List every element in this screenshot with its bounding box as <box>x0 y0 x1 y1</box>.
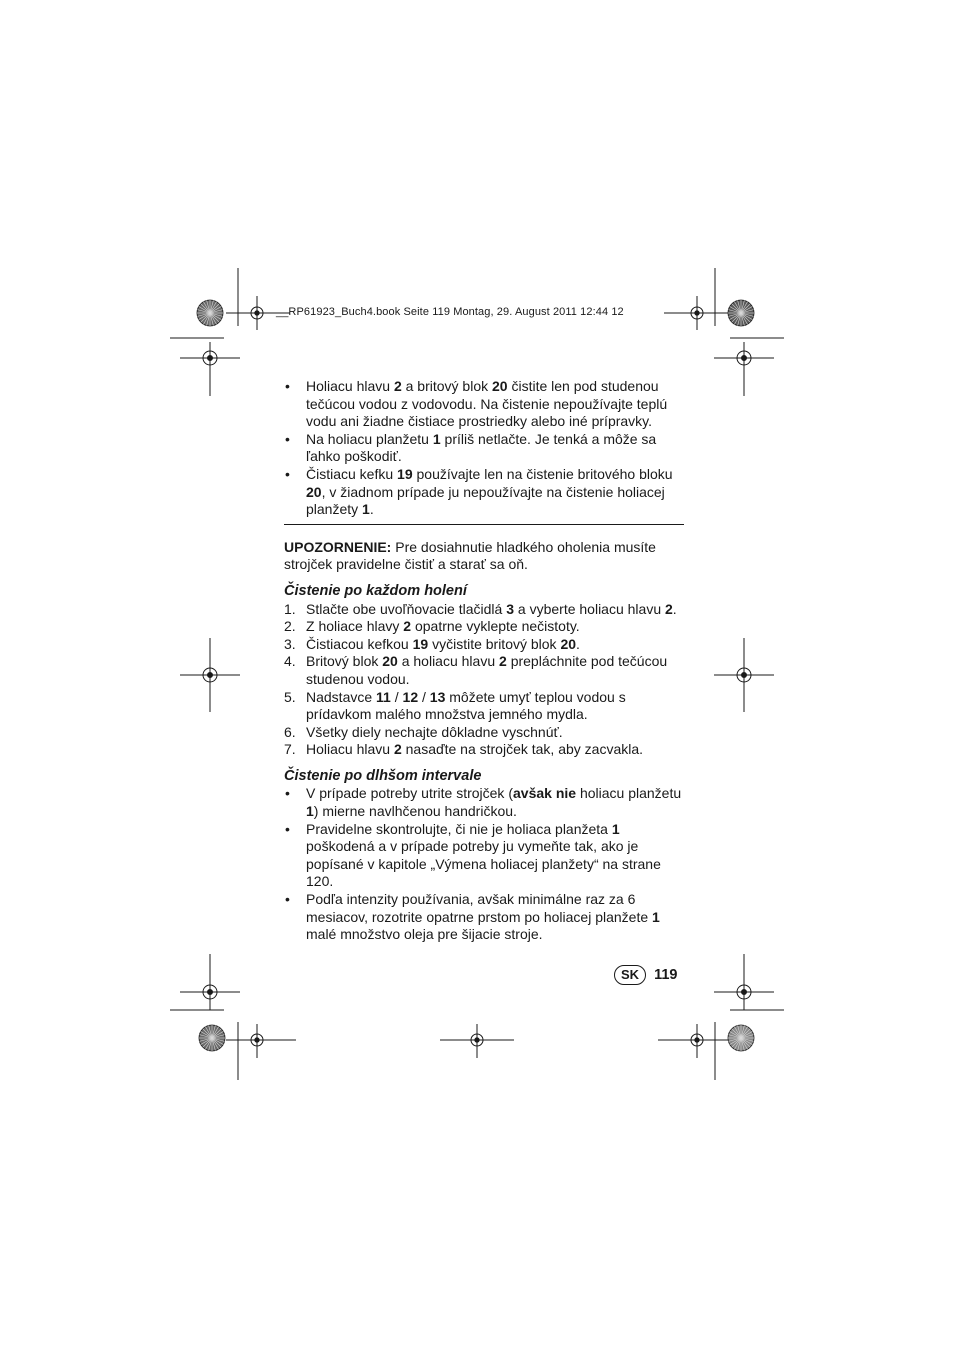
text-run: nasaďte na strojček tak, aby zacvakla. <box>401 741 644 758</box>
color-wheel-icon <box>197 300 223 326</box>
list-item <box>284 378 684 431</box>
page-footer <box>614 965 677 985</box>
crosshair-icon <box>180 342 240 396</box>
list-item <box>284 724 684 742</box>
text-run: holiacu planžetu <box>576 785 682 802</box>
step-number: 3. <box>284 635 296 652</box>
list-item <box>284 618 684 636</box>
crosshair-icon <box>714 638 774 712</box>
crosshair-icon <box>226 1024 296 1058</box>
step-number: 4. <box>284 653 296 670</box>
text-run: Všetky diely nechajte dôkladne vyschnúť. <box>306 723 563 740</box>
part-number: 20 <box>306 483 322 500</box>
part-number: 2 <box>393 378 402 394</box>
language-badge: SK <box>614 965 646 985</box>
list-item <box>284 636 684 654</box>
text-run: opatrne vyklepte nečistoty. <box>411 618 580 635</box>
part-number: 20 <box>560 635 577 652</box>
text-run: Stlačte obe uvoľňovacie tlačidlá <box>306 600 507 617</box>
crosshair-icon <box>658 1024 728 1058</box>
crosshair-icon <box>180 954 240 1010</box>
text-run: , v žiadnom prípade ju nepoužívajte na čistenie holiacej planžety <box>306 483 665 518</box>
part-number: 2 <box>499 653 507 670</box>
warning-text: Pre dosiahnutie hladkého oholenia musíte strojček pravidelne čistiť a starať sa oň. <box>284 538 656 573</box>
warning-label: UPOZORNENIE: <box>284 538 392 555</box>
step-number: 6. <box>284 723 296 740</box>
text-run: čistite len pod studenou tečúcou vodou z vodovodu. Na čistenie nepoužívajte teplú vodu ani žiadne čistiace prostriedky alebo iné prípravky. <box>306 378 668 430</box>
part-number: 11 <box>376 688 391 705</box>
page-number: 119 <box>654 967 678 983</box>
color-wheel-icon <box>199 1025 225 1051</box>
cleaning-notes-list <box>284 378 684 519</box>
part-number: 20 <box>382 653 398 670</box>
text-run: používajte len na čistenie britového bloku <box>412 465 673 482</box>
list-item <box>284 601 684 619</box>
text-run: / <box>418 688 430 705</box>
list-item <box>284 891 684 944</box>
text-run: Holiacu hlavu <box>306 378 394 394</box>
text-run: / <box>390 688 403 705</box>
book-header: __RP61923_Buch4.book Seite 119 Montag, 29. August 2011 12:44 12 <box>276 306 624 318</box>
crosshair-icon <box>664 296 728 330</box>
part-number: 1 <box>306 803 314 820</box>
crosshair-icon <box>714 954 774 1010</box>
text-run: Z holiace hlavy <box>306 618 404 635</box>
text-run: malé množstvo oleja pre šijacie stroje. <box>306 926 543 943</box>
text-run: . <box>672 600 677 617</box>
text-run: Podľa intenzity používania, avšak minimálne raz za 6 mesiacov, rozotrite opatrne prstom po holiacej planžete <box>306 891 653 925</box>
text-run: Holiacu hlavu <box>306 741 394 758</box>
part-number: 19 <box>412 635 429 652</box>
part-number: 2 <box>665 600 673 617</box>
text-run: V prípade potreby utrite strojček ( <box>306 785 513 802</box>
page-content <box>284 378 684 944</box>
crosshair-icon <box>714 342 774 396</box>
text-run: a holiacu hlavu <box>397 653 500 670</box>
part-number: 2 <box>393 741 402 758</box>
text-run: . <box>576 635 580 652</box>
text-run: príliš netlačte. Je tenká a môže sa ľahko poškodiť. <box>306 430 657 465</box>
part-number: avšak nie <box>513 785 577 802</box>
text-run: vyčistite britový blok <box>428 635 561 652</box>
part-number: 20 <box>492 378 508 394</box>
list-item <box>284 741 684 759</box>
text-run: Nadstavce <box>306 688 377 705</box>
text-run: prepláchnite pod tečúcou studenou vodou. <box>306 653 668 687</box>
step-number: 5. <box>284 688 296 705</box>
part-number: 13 <box>429 688 446 705</box>
step-number: 1. <box>284 600 296 617</box>
color-wheel-icon <box>728 300 754 326</box>
list-item <box>284 689 684 724</box>
after-shave-steps-list <box>284 601 684 759</box>
step-number: 2. <box>284 618 296 635</box>
part-number: 12 <box>402 688 419 705</box>
step-number: 7. <box>284 741 296 758</box>
text-run: Čistiacou kefkou <box>306 635 413 652</box>
section-divider <box>284 524 684 525</box>
part-number: 1 <box>611 820 620 837</box>
text-run: a vyberte holiacu hlavu <box>514 600 665 617</box>
list-item <box>284 821 684 891</box>
color-wheel-icon <box>728 1025 754 1051</box>
part-number: 19 <box>397 465 413 482</box>
section-heading-long-interval: Čistenie po dlhšom intervale <box>284 767 482 784</box>
warning-note <box>284 539 684 574</box>
list-item <box>284 785 684 820</box>
crosshair-icon <box>180 638 240 712</box>
text-run: môžete umyť teplou vodou s prídavkom malého množstva jemného mydla. <box>306 688 626 723</box>
text-run: Na holiacu planžetu <box>306 430 433 447</box>
part-number: 1 <box>362 501 370 518</box>
list-item <box>284 431 684 466</box>
text-run: a britový blok <box>401 378 492 394</box>
part-number: 3 <box>506 600 515 617</box>
text-run: poškodená a v prípade potreby ju vymeňte tak, ako je popísané v kapitole „Výmena holiacej planžety“ na strane 120. <box>306 838 661 890</box>
list-item <box>284 653 684 688</box>
part-number: 2 <box>403 618 412 635</box>
text-run: Čistiacu kefku <box>306 465 398 482</box>
list-item <box>284 466 684 519</box>
long-interval-list <box>284 785 684 943</box>
text-run: Pravidelne skontrolujte, či nie je holiaca planžeta <box>306 820 612 837</box>
text-run: Britový blok <box>306 653 383 670</box>
part-number: 1 <box>652 908 660 925</box>
crosshair-icon <box>440 1024 514 1058</box>
part-number: 1 <box>432 430 441 447</box>
text-run: . <box>369 501 374 518</box>
section-heading-after-shave: Čistenie po každom holení <box>284 582 467 599</box>
text-run: ) mierne navlhčenou handričkou. <box>313 803 517 820</box>
